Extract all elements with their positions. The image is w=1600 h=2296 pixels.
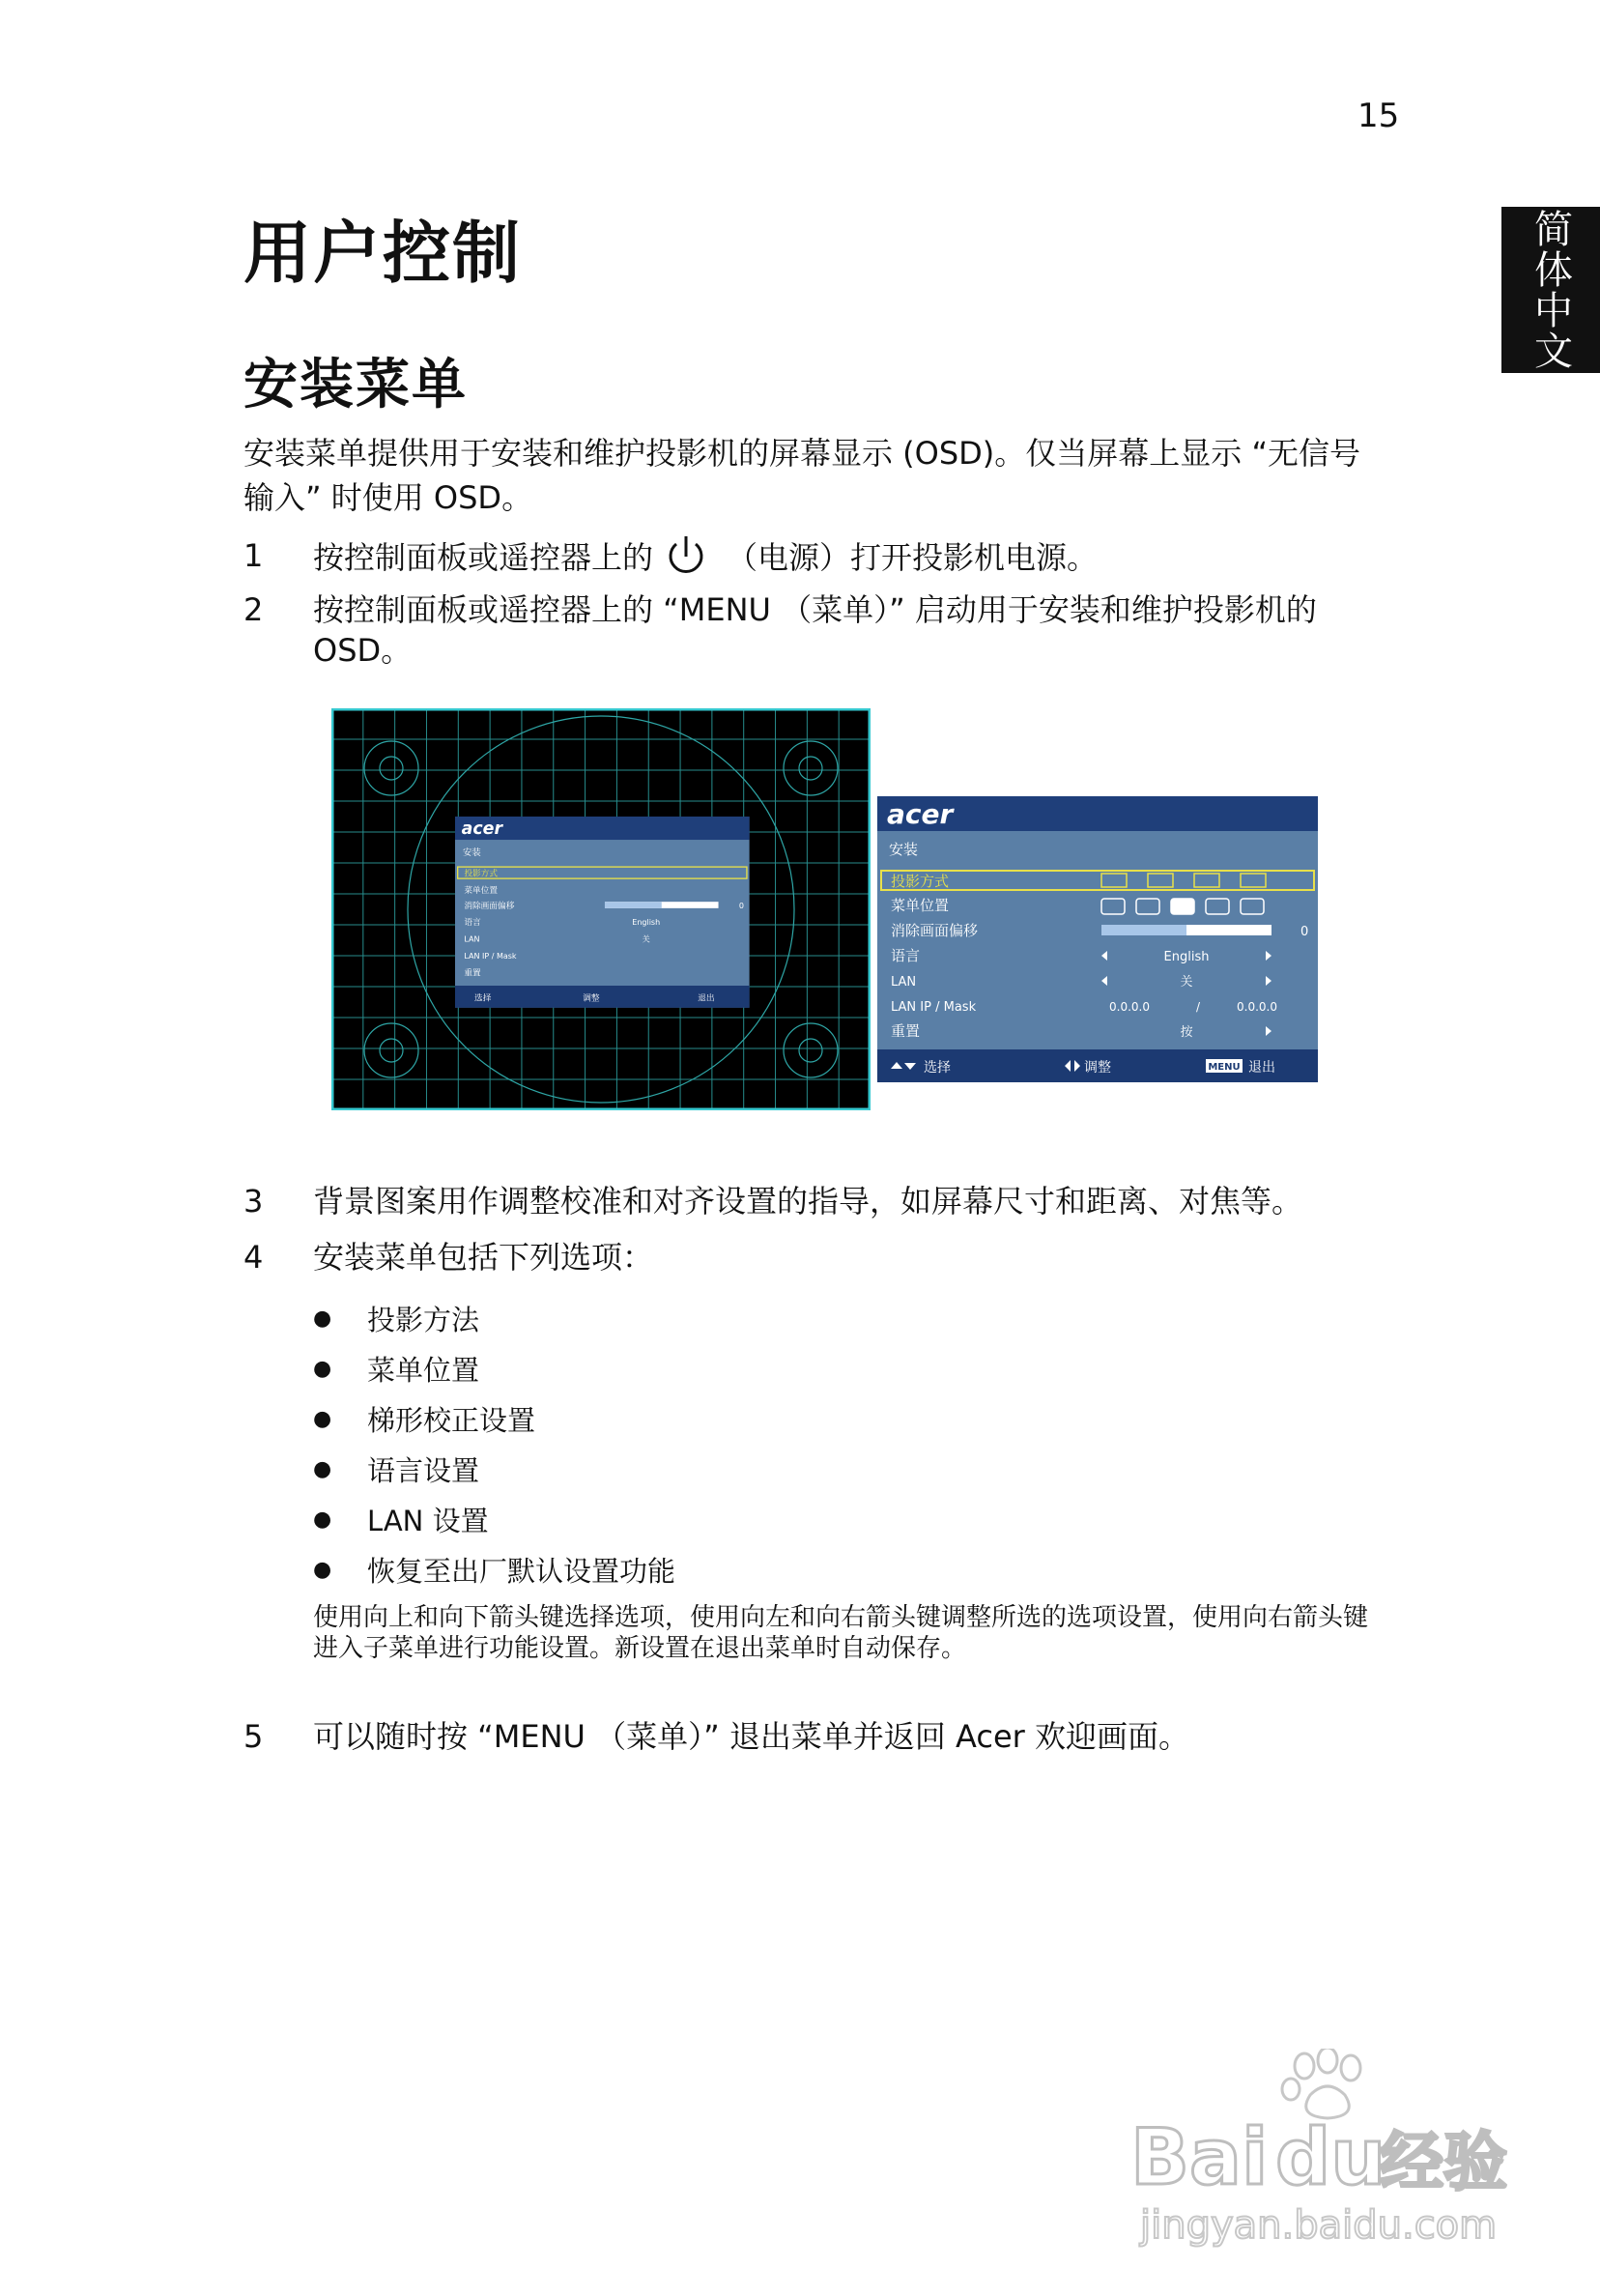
step-text: 安装菜单包括下列选项： [313, 1239, 654, 1276]
svg-text:Bai: Bai [1130, 2112, 1269, 2202]
step-2 [243, 589, 1384, 671]
page-number: 15 [1357, 97, 1400, 135]
osd-keystone-label: 消除画面偏移 [891, 922, 979, 939]
osd-footer-select: 选择 [924, 1060, 951, 1076]
osd-footer-exit: 退出 [1248, 1060, 1275, 1076]
osd-footer-adjust: 调整 [583, 993, 600, 1004]
osd-lan-label: LAN [891, 975, 917, 990]
osd-section-label: 安装 [889, 841, 919, 858]
list-item-text: 投影方法 [367, 1303, 480, 1336]
language-tab: 简体中文 [1501, 207, 1600, 373]
step-number: 5 [243, 1718, 264, 1755]
osd-ip-slash: / [1196, 1000, 1201, 1014]
osd-row-label: 投影方式 [464, 869, 499, 879]
osd-keystone-value: 0 [1300, 925, 1309, 939]
osd-menu-large [877, 796, 1318, 1082]
osd-footer-select: 选择 [474, 993, 492, 1004]
osd-section-label: 安装 [463, 847, 481, 859]
osd-menu-small [455, 817, 750, 1008]
osd-footer-exit: 退出 [698, 993, 715, 1004]
step-text: 可以随时按 “MENU （菜单）” 退出菜单并返回 Acer 欢迎画面。 [313, 1718, 1189, 1755]
svg-text:du: du [1275, 2112, 1386, 2202]
osd-row-label: 菜单位置 [464, 885, 499, 896]
step-text: 按控制面板或遥控器上的 “MENU （菜单）” 启动用于安装和维护投影机的 OSD。 [313, 591, 1317, 669]
list-item-text: 菜单位置 [367, 1353, 480, 1387]
osd-lan-ip-label: LAN IP / Mask [891, 1000, 977, 1015]
step-number: 2 [243, 591, 264, 628]
osd-language-label: 语言 [891, 947, 921, 964]
osd-reset-label: 重置 [891, 1022, 921, 1040]
osd-ip-value: 0.0.0.0 [1109, 1000, 1150, 1014]
osd-projection-label: 投影方式 [891, 873, 950, 890]
power-icon [665, 533, 707, 578]
osd-row-label: 消除画面偏移 [464, 901, 515, 911]
osd-footer-adjust: 调整 [1084, 1060, 1111, 1076]
osd-reset-value: 按 [1180, 1025, 1193, 1040]
acer-logo: acer [887, 798, 954, 830]
list-item-text: LAN 设置 [367, 1504, 489, 1537]
osd-row-label: LAN IP / Mask [464, 951, 517, 961]
osd-row-label: LAN [464, 934, 480, 944]
list-item: ● 梯形校正设置 [313, 1393, 1183, 1444]
osd-row-label: 语言 [464, 918, 481, 929]
step-text: 背景图案用作调整校准和对齐设置的指导，如屏幕尺寸和距离、对焦等。 [313, 1183, 1303, 1220]
option-list [313, 1293, 1183, 1594]
step-5 [243, 1714, 1384, 1759]
step-text: （电源）打开投影机电源。 [727, 539, 1099, 576]
step-number: 4 [243, 1239, 264, 1276]
step-1 [243, 533, 1384, 580]
osd-mask-value: 0.0.0.0 [1237, 1000, 1277, 1014]
page-title: 用户控制 [243, 214, 522, 293]
menu-key-label: MENU [1208, 1062, 1241, 1073]
list-item-text: 梯形校正设置 [367, 1403, 536, 1437]
osd-language-value: English [1163, 950, 1210, 964]
list-item: ● LAN 设置 [313, 1494, 1183, 1544]
svg-text:经验: 经验 [1380, 2125, 1507, 2199]
list-item: ● 语言设置 [313, 1444, 1183, 1494]
baidu-jingyan-watermark [1121, 2049, 1527, 2252]
acer-logo: acer [461, 819, 503, 840]
step-4 [243, 1235, 1384, 1279]
list-item: ● 恢复至出厂默认设置功能 [313, 1544, 1183, 1594]
list-item: ● 菜单位置 [313, 1343, 1183, 1393]
osd-value: 0 [738, 901, 745, 910]
osd-lan-value: 关 [1180, 975, 1193, 990]
osd-menu-position-label: 菜单位置 [891, 897, 950, 914]
step-text: 按控制面板或遥控器上的 [313, 539, 654, 576]
step-number: 3 [243, 1183, 264, 1220]
svg-text:jingyan.baidu.com: jingyan.baidu.com [1140, 2203, 1498, 2248]
step-number: 1 [243, 537, 264, 574]
list-item-text: 语言设置 [367, 1453, 480, 1487]
section-title: 安装菜单 [243, 354, 468, 416]
osd-value: 关 [642, 934, 650, 944]
osd-row-label: 重置 [464, 968, 481, 979]
osd-value: English [632, 918, 661, 928]
list-item-text: 恢复至出厂默认设置功能 [367, 1554, 676, 1588]
list-item: ● 投影方法 [313, 1293, 1183, 1343]
calibration-grid-image [331, 708, 871, 1110]
step-3 [243, 1179, 1384, 1223]
navigation-note: 使用向上和向下箭头键选择选项，使用向左和向右箭头键调整所选的选项设置，使用向右箭头键进入子菜单进行功能设置。新设置在退出菜单时自动保存。 [313, 1603, 1369, 1663]
intro-paragraph: 安装菜单提供用于安装和维护投影机的屏幕显示 (OSD)。仅当屏幕上显示 “无信号输入” 时使用 OSD。 [243, 435, 1361, 516]
